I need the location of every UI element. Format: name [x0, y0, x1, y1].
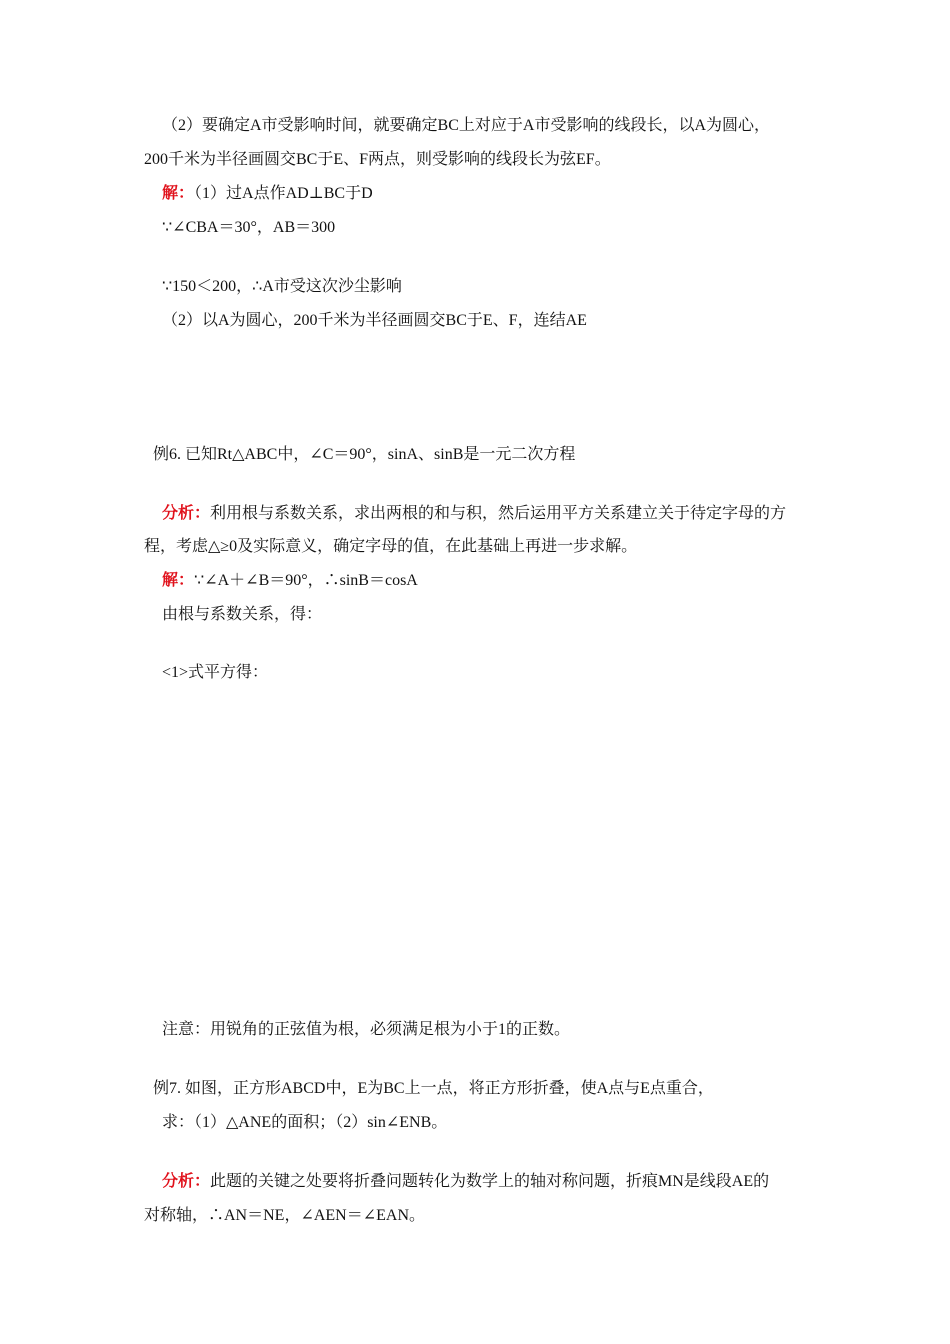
- paragraph-line: [162, 604, 322, 626]
- paragraph-text: 利用根与系数关系，求出两根的和与积，然后运用平方关系建立关于待定字母的方: [210, 505, 787, 522]
- solution-line: [162, 183, 373, 205]
- paragraph-text: 求：（1）△ANE的面积；（2）sin∠ENB。: [162, 1114, 448, 1131]
- paragraph-text: 由根与系数关系，得：: [162, 606, 323, 623]
- paragraph-text: ∵∠CBA＝30°，AB＝300: [162, 219, 336, 236]
- note-line: [162, 1019, 570, 1041]
- paragraph-text: 对称轴，∴AN＝NE，∠AEN＝∠EAN。: [144, 1207, 426, 1224]
- solution-label: 解：: [162, 185, 195, 202]
- paragraph-line: [162, 310, 587, 332]
- paragraph-text: 200千米为半径画圆交BC于E、F两点，则受影响的线段长为弦EF。: [144, 151, 611, 168]
- paragraph-line: [144, 149, 611, 171]
- paragraph-line: [162, 1112, 447, 1134]
- paragraph-line: [144, 1205, 425, 1227]
- paragraph-line: [162, 276, 402, 298]
- paragraph-text: （1）过A点作AD⊥BC于D: [194, 185, 373, 202]
- paragraph-line: [144, 536, 637, 558]
- analysis-label: 分析：: [162, 1173, 211, 1190]
- paragraph-text: ∵∠A＋∠B＝90°，∴sinB＝cosA: [194, 572, 418, 589]
- paragraph-text: 注意：用锐角的正弦值为根，必须满足根为小于1的正数。: [162, 1021, 571, 1038]
- solution-line: [162, 570, 418, 592]
- paragraph-text: 例6. 已知Rt△ABC中，∠C＝90°，sinA、sinB是一元二次方程: [153, 446, 576, 463]
- example-heading: [153, 444, 575, 466]
- analysis-line: [162, 503, 786, 525]
- paragraph-text: （2）要确定A市受影响时间，就要确定BC上对应于A市受影响的线段长，以A为圆心，: [162, 117, 771, 134]
- paragraph-line: [162, 217, 335, 239]
- analysis-line: [162, 1171, 769, 1193]
- solution-label: 解：: [162, 572, 195, 589]
- example-heading: [153, 1078, 714, 1100]
- paragraph-text: 此题的关键之处要将折叠问题转化为数学上的轴对称问题，折痕MN是线段AE的: [210, 1173, 770, 1190]
- paragraph-line: [162, 662, 268, 684]
- paragraph-line: [162, 115, 770, 137]
- paragraph-text: 例7. 如图，正方形ABCD中，E为BC上一点，将正方形折叠，使A点与E点重合，: [153, 1080, 714, 1097]
- paragraph-text: 程，考虑△≥0及实际意义，确定字母的值，在此基础上再进一步求解。: [144, 538, 638, 555]
- analysis-label: 分析：: [162, 505, 211, 522]
- paragraph-text: <1>式平方得：: [162, 664, 269, 681]
- paragraph-text: ∵150＜200，∴A市受这次沙尘影响: [162, 278, 402, 295]
- paragraph-text: （2）以A为圆心，200千米为半径画圆交BC于E、F，连结AE: [162, 312, 587, 329]
